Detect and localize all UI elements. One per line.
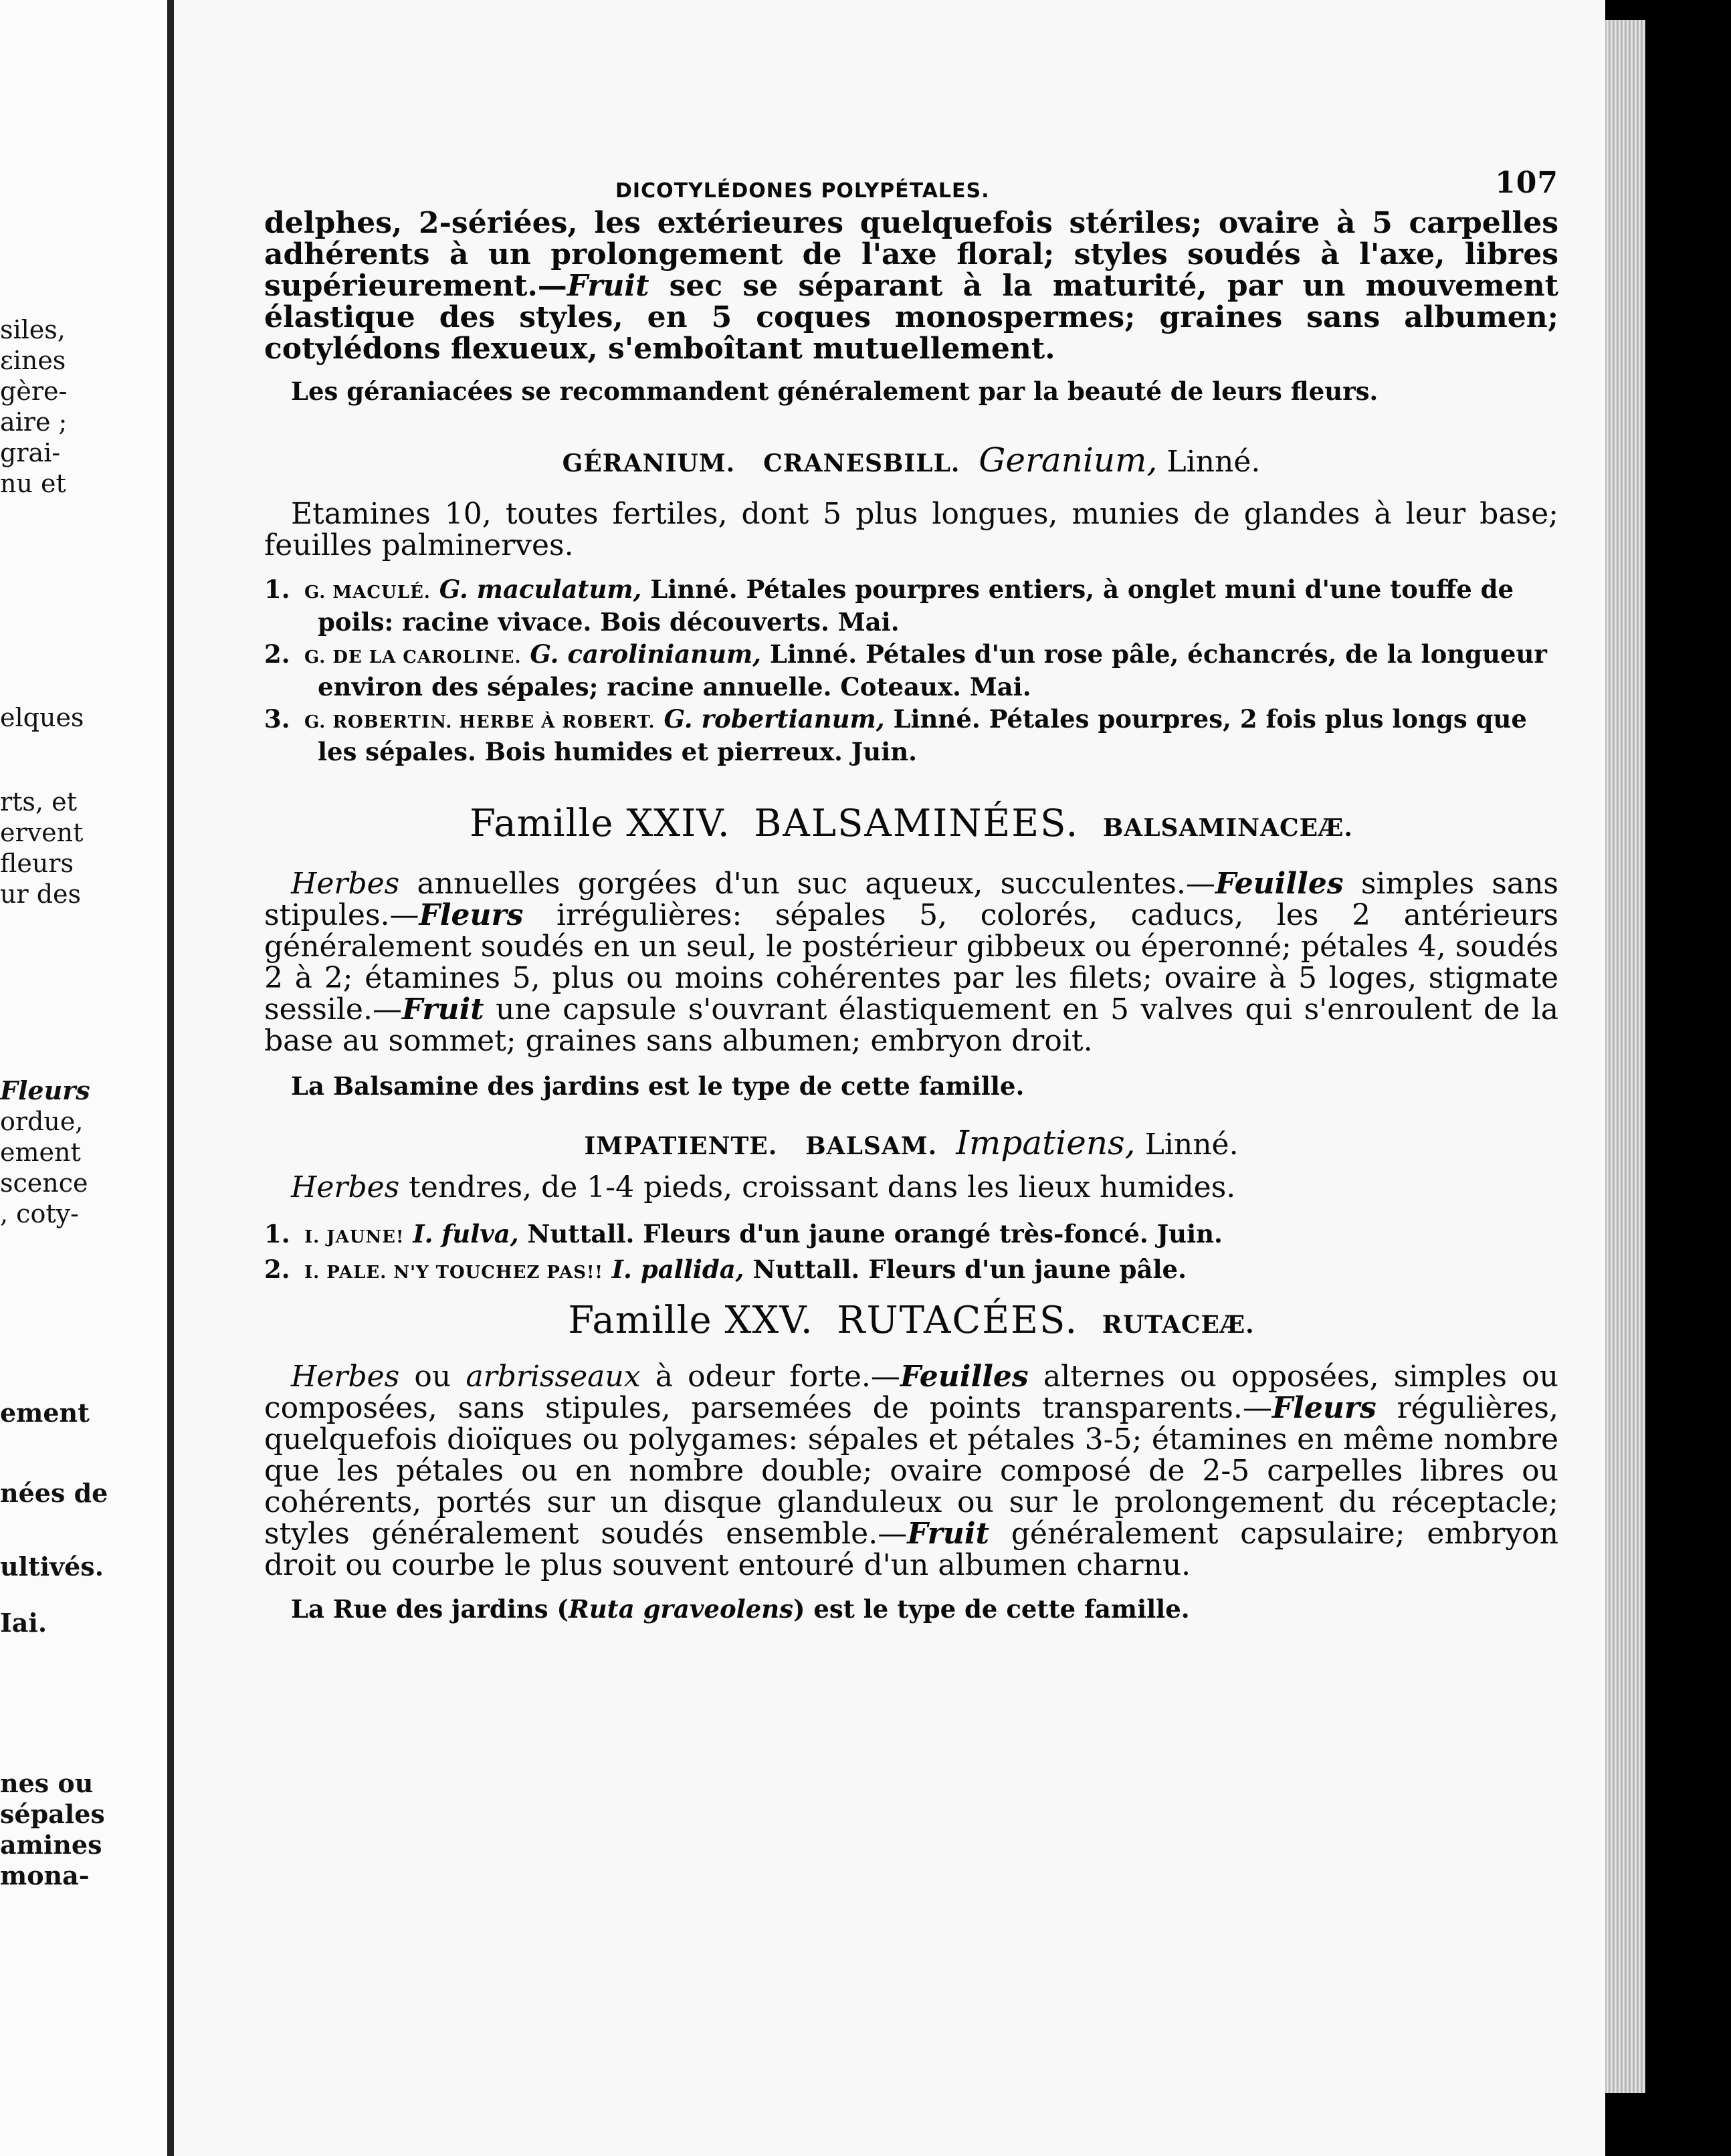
- species-entry: 1. G. MACULÉ. G. maculatum, Linné. Pétales pourpres entiers, à onglet muni d'une touffe de poils: racine vivace. Bois découverts. Mai.: [264, 574, 1514, 637]
- running-title: DICOTYLÉDONES POLYPÉTALES.: [615, 179, 990, 203]
- impatiente-description: Herbes tendres, de 1-4 pieds, croissant dans les lieux humides.: [291, 1170, 1236, 1204]
- left-page-fragment: [0, 0, 167, 2156]
- left-fragment: grai-: [0, 438, 61, 467]
- genus-heading-impatiente: IMPATIENTE. BALSAM. Impatiens, Linné.: [584, 1123, 1239, 1162]
- left-fragment: fleurs: [0, 849, 74, 878]
- page-number: 107: [1495, 166, 1558, 200]
- left-fragment: aire ;: [0, 407, 68, 437]
- left-fragment: ur des: [0, 879, 82, 909]
- left-fragment: amines: [0, 1830, 102, 1860]
- background: [1645, 0, 1731, 2156]
- page-edges: [1605, 20, 1645, 2093]
- page-header: [264, 167, 1558, 207]
- species-entry: 2. I. PALE. N'Y TOUCHEZ PAS!! I. pallida, Nuttall. Fleurs d'un jaune pâle.: [264, 1255, 1187, 1284]
- left-fragment: nées de: [0, 1478, 108, 1508]
- species-entry: 2. G. DE LA CAROLINE. G. carolinianum, Linné. Pétales d'un rose pâle, échancrés, de la longueur environ des sépales; racine annuelle. Coteaux. Mai.: [264, 639, 1547, 702]
- left-fragment: nes ou: [0, 1768, 94, 1798]
- left-fragment: ement: [0, 1138, 81, 1167]
- left-fragment: Fleurs: [0, 1075, 90, 1105]
- species-entry: 1. I. JAUNE! I. fulva, Nuttall. Fleurs d'un jaune orangé très-foncé. Juin.: [264, 1219, 1223, 1249]
- left-fragment: ordue,: [0, 1107, 84, 1136]
- left-fragment: ɛines: [0, 346, 66, 375]
- rutacees-description: Herbes ou arbrisseaux à odeur forte.—Feuilles alternes ou opposées, simples ou composées, sans stipules, parsemées de points transparents.—Fleurs régulières, quelquefois dioïques ou polygames: sépales et pétales 3-5; étamines en même nombre que les pétales ou en nombre double; ovaire composé de 2-5 carpelles libres ou cohérents, portés sur un disque glanduleux ou sur le prolongement du réceptacle; styles généralement soudés ensemble.—Fruit généralement capsulaire; embryon droit ou courbe le plus souvent entouré d'un albumen charnu.: [264, 1360, 1559, 1582]
- family-heading-balsaminees: Famille XXIV. BALSAMINÉES. BALSAMINACEÆ.: [470, 802, 1353, 845]
- book-page: [174, 0, 1605, 2156]
- geranium-description: Etamines 10, toutes fertiles, dont 5 plus longues, munies de glandes à leur base; feuilles palminerves.: [264, 497, 1558, 562]
- book-gutter: [167, 0, 174, 2156]
- page-content: [264, 167, 1558, 1624]
- left-fragment: mona-: [0, 1860, 90, 1891]
- family-heading-rutacees: Famille XXV. RUTACÉES. RUTACEÆ.: [568, 1299, 1255, 1342]
- left-fragment: scence: [0, 1168, 88, 1198]
- left-fragment: elques: [0, 703, 84, 732]
- left-fragment: sépales: [0, 1799, 105, 1829]
- species-entry: 3. G. ROBERTIN. HERBE À ROBERT. G. robertianum, Linné. Pétales pourpres, 2 fois plus longs que les sépales. Bois humides et pierreux. Juin.: [264, 704, 1527, 766]
- genus-heading-geranium: GÉRANIUM. CRANESBILL. Geranium, Linné.: [562, 441, 1261, 479]
- left-fragment: ultivés.: [0, 1551, 104, 1582]
- balsaminees-description: Herbes annuelles gorgées d'un suc aqueux, succulentes.—Feuilles simples sans stipules.—Fleurs irrégulières: sépales 5, colorés, caducs, les 2 antérieurs généralement soudés en un seul, le postérieur gibbeux ou éperonné; pétales 4, soudés 2 à 2; étamines 5, plus ou moins cohérentes par les filets; ovaire à 5 loges, stigmate sessile.—Fruit une capsule s'ouvrant élastiquement en 5 valves qui s'enroulent de la base au sommet; graines sans albumen; embryon droit.: [264, 867, 1559, 1058]
- left-fragment: gère-: [0, 376, 68, 406]
- geraniaceae-note: Les géraniacées se recommandent généralement par la beauté de leurs fleurs.: [291, 376, 1379, 406]
- intro-paragraph: delphes, 2-sériées, les extérieures quelquefois stériles; ovaire à 5 carpelles adhérents à un prolongement de l'axe floral; styles soudés à l'axe, libres supérieurement.—Fruit sec se séparant à la maturité, par un mouvement élastique des styles, en 5 coques monospermes; graines sans albumen; cotylédons flexueux, s'emboîtant mutuellement.: [264, 206, 1558, 366]
- left-fragment: ervent: [0, 818, 84, 847]
- left-fragment: rts, et: [0, 787, 77, 817]
- rue-note: La Rue des jardins (Ruta graveolens) est le type de cette famille.: [291, 1594, 1190, 1624]
- left-fragment: , coty-: [0, 1199, 79, 1228]
- left-fragment: siles,: [0, 315, 66, 344]
- impatiente-species-list: [264, 1219, 1558, 1287]
- balsamine-note: La Balsamine des jardins est le type de cette famille.: [291, 1071, 1025, 1101]
- left-fragment: Iai.: [0, 1608, 47, 1638]
- geranium-species-list: [264, 574, 1558, 766]
- left-fragment: nu et: [0, 469, 66, 498]
- left-fragment: ement: [0, 1398, 90, 1428]
